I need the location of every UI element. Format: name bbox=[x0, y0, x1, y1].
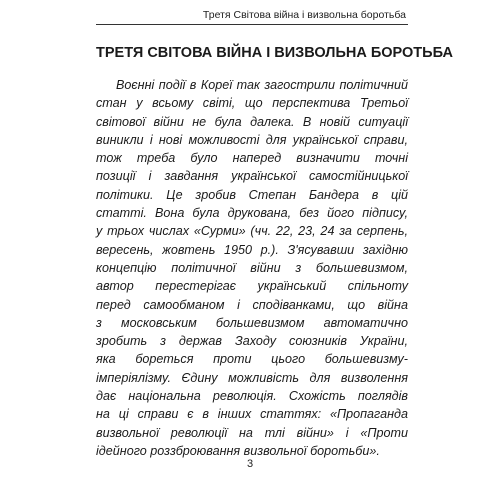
body-line: яка бореться проти цього большевизму- bbox=[96, 352, 408, 367]
body-line: світової війни не була далека. В новій ситуації bbox=[96, 114, 408, 129]
body-line: з московським большевизмом автоматично bbox=[96, 315, 408, 330]
body-line: концепцію політичної війни з большевизмом, bbox=[96, 260, 408, 275]
body-line: стан у всьому світі, що перспектива Третьої bbox=[96, 96, 408, 111]
body-line: політики. Це зробив Степан Бандера в цій bbox=[96, 187, 408, 202]
body-line: у трьох числах «Сурми» (чч. 22, 23, 24 за серпень, bbox=[96, 224, 408, 239]
body-line: визвольної революції на тлі війни» і «Проти bbox=[96, 425, 408, 440]
body-line: виникли і нові можливості для української справи, bbox=[96, 132, 408, 147]
body-line: тож треба було наперед визначити точні bbox=[96, 151, 408, 166]
page-title: ТРЕТЯ СВІТОВА ВІЙНА І ВИЗВОЛЬНА БОРОТЬБА bbox=[96, 45, 453, 61]
running-header: Третя Світова війна і визвольна боротьба bbox=[202, 9, 406, 21]
body-line: вересень, жовтень 1950 р.). З'ясувавши західню bbox=[96, 242, 408, 257]
body-line: дає національна революція. Схожість поглядів bbox=[96, 389, 408, 404]
body-line: ідейного роззброювання визвольної боротьби». bbox=[96, 443, 380, 458]
body-line: перед самообманом і сподіванками, що війна bbox=[96, 297, 408, 312]
body-line: статті. Вона була друкована, без його підпису, bbox=[96, 206, 408, 221]
body-line: зробить з держав Заходу союзників України, bbox=[96, 334, 408, 349]
body-line: автор перестерігає український спільноту bbox=[96, 279, 408, 294]
body-line: Воєнні події в Кореї так загострили політичний bbox=[116, 78, 408, 92]
body-line: на ці справи є в інших статтях: «Пропаганда bbox=[96, 407, 408, 422]
body-line: імперіялізму. Єдину можливість для визволення bbox=[96, 370, 408, 385]
page-number: 3 bbox=[246, 458, 254, 470]
body-text bbox=[96, 76, 408, 460]
header-rule bbox=[96, 24, 408, 25]
body-line: позиції і завдання української самостійницької bbox=[96, 169, 408, 184]
